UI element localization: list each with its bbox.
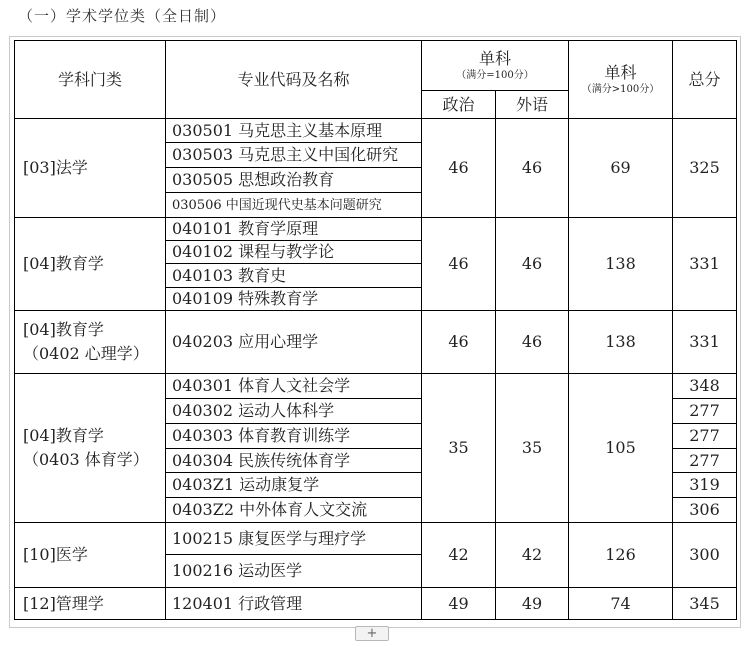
- foreign-language-cell: 46: [496, 218, 569, 311]
- politics-cell: 42: [422, 523, 496, 588]
- header-single-note: （满分=100分）: [456, 69, 534, 81]
- major-cell: 040301 体育人文社会学: [166, 374, 422, 399]
- total-cell: 300: [673, 523, 737, 588]
- table-row: [15, 374, 737, 399]
- major-cell: 040109 特殊教育学: [166, 288, 422, 311]
- total-cell: 306: [673, 498, 737, 523]
- politics-cell: 46: [422, 311, 496, 374]
- category-label: [04]教育学: [23, 426, 104, 445]
- major-cell: 040303 体育教育训练学: [166, 424, 422, 449]
- header-total: 总分: [673, 41, 737, 119]
- total-cell: 319: [673, 473, 737, 498]
- score-table: [14, 40, 737, 620]
- total-cell: 277: [673, 399, 737, 424]
- total-cell: 331: [673, 218, 737, 311]
- major-cell: 120401 行政管理: [166, 588, 422, 620]
- total-cell: 331: [673, 311, 737, 374]
- table-row: [15, 218, 737, 241]
- table-row: [15, 311, 737, 374]
- category-cell: [04]教育学: [15, 218, 166, 311]
- major-cell: 030505 思想政治教育: [166, 168, 422, 193]
- single-over100-cell: 105: [569, 374, 673, 523]
- major-cell: 030501 马克思主义基本原理: [166, 119, 422, 143]
- total-cell: 348: [673, 374, 737, 399]
- politics-cell: 35: [422, 374, 496, 523]
- category-cell: [12]管理学: [15, 588, 166, 620]
- header-foreign-language: 外语: [496, 91, 569, 119]
- politics-cell: 46: [422, 218, 496, 311]
- header-single-label: 单科: [478, 48, 511, 68]
- category-label: [04]教育学: [23, 320, 104, 339]
- major-cell: 040304 民族传统体育学: [166, 449, 422, 473]
- total-cell: 277: [673, 449, 737, 473]
- politics-cell: 49: [422, 588, 496, 620]
- header-row: [15, 41, 737, 91]
- total-cell: 345: [673, 588, 737, 620]
- major-cell: 0403Z1 运动康复学: [166, 473, 422, 498]
- major-cell: 0403Z2 中外体育人文交流: [166, 498, 422, 523]
- expand-button[interactable]: +: [355, 626, 389, 641]
- major-cell: 030503 马克思主义中国化研究: [166, 143, 422, 168]
- category-cell: [10]医学: [15, 523, 166, 588]
- major-cell: 040102 课程与教学论: [166, 241, 422, 264]
- header-single-100: [422, 41, 569, 91]
- foreign-language-cell: 46: [496, 119, 569, 218]
- table-row: [15, 119, 737, 143]
- category-cell: [15, 311, 166, 374]
- single-over100-cell: 126: [569, 523, 673, 588]
- major-cell: 040103 教育史: [166, 264, 422, 288]
- header-major: 专业代码及名称: [166, 41, 422, 119]
- major-cell: 100215 康复医学与理疗学: [166, 523, 422, 555]
- major-cell: 040302 运动人体科学: [166, 399, 422, 424]
- foreign-language-cell: 49: [496, 588, 569, 620]
- header-single-label-2: 单科: [604, 62, 637, 82]
- major-cell: 030506 中国近现代史基本问题研究: [166, 193, 422, 218]
- single-over100-cell: 69: [569, 119, 673, 218]
- major-cell: 040101 教育学原理: [166, 218, 422, 241]
- single-over100-cell: 138: [569, 311, 673, 374]
- single-over100-cell: 138: [569, 218, 673, 311]
- foreign-language-cell: 42: [496, 523, 569, 588]
- category-cell: [03]法学: [15, 119, 166, 218]
- table-row: [15, 588, 737, 620]
- section-heading: （一）学术学位类（全日制）: [18, 7, 227, 25]
- header-politics: 政治: [422, 91, 496, 119]
- category-sub-label: （0402 心理学）: [23, 344, 149, 363]
- category-sub-label: （0403 体育学）: [23, 450, 149, 469]
- politics-cell: 46: [422, 119, 496, 218]
- total-cell: 325: [673, 119, 737, 218]
- total-cell: 277: [673, 424, 737, 449]
- major-cell: 100216 运动医学: [166, 555, 422, 588]
- header-category: 学科门类: [15, 41, 166, 119]
- category-cell: [15, 374, 166, 523]
- foreign-language-cell: 35: [496, 374, 569, 523]
- table-row: [15, 523, 737, 555]
- single-over100-cell: 74: [569, 588, 673, 620]
- header-single-over100: [569, 41, 673, 119]
- foreign-language-cell: 46: [496, 311, 569, 374]
- header-single-note-2: （满分>100分）: [581, 83, 660, 95]
- major-cell: 040203 应用心理学: [166, 311, 422, 374]
